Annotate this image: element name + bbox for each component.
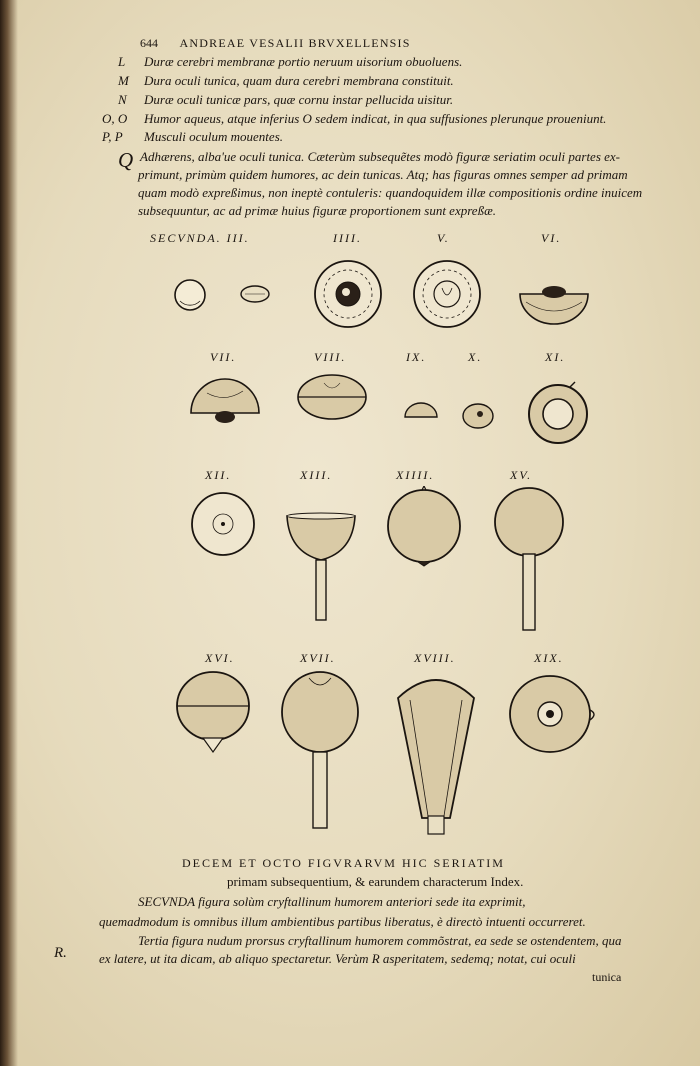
legend-key-q: Q <box>118 148 134 172</box>
legend-key: L <box>118 54 126 69</box>
figure-18-eye-with-muscles <box>388 668 484 836</box>
legend-key: M <box>118 73 129 88</box>
legend-entry-l <box>118 54 462 70</box>
legend-entry-o <box>102 111 606 127</box>
running-header <box>140 36 411 51</box>
body-line-3: Tertia figura nudum prorsus cryftallinum humorem commõstrat, ea sede se ostendentem, qua <box>138 933 622 948</box>
legend-text: Musculi oculum mouentes. <box>144 129 284 144</box>
margin-key-r: R. <box>54 945 67 961</box>
legend-entry-p <box>102 129 283 145</box>
figure-label-12: XII. <box>205 468 232 482</box>
legend-key: O, O <box>102 111 128 126</box>
figure-label-10: X. <box>468 350 483 364</box>
q-line-2: primunt, primùm quidem humores, ac dein tunicas. Atq; has figuras omnes semper ad primam <box>138 167 628 182</box>
legend-entry-n <box>118 92 453 108</box>
legend-text: Dura oculi tunica, quam dura cerebri membrana constituit. <box>144 73 454 88</box>
figure-8-sphere-split <box>294 373 370 421</box>
legend-entry-m <box>118 73 454 89</box>
figure-2-crystalline-front <box>170 275 210 315</box>
figure-label-15: XV. <box>510 468 533 482</box>
figure-14-globe <box>384 486 464 568</box>
figure-label-19: XIX. <box>534 651 564 665</box>
figure-11-ring <box>525 379 591 447</box>
body-line-2: quemadmodum is omnibus illum ambientibus partibus liberatus, è directò intuenti occurreret. <box>99 914 586 929</box>
body-line-4: ex latere, ut ita dicam, ab aliquo spectaretur. Verùm R asperitatem, sedemq; notat, cui oculi <box>99 951 576 966</box>
legend-text: Duræ cerebri membranæ portio neruum uisorium obuoluens. <box>144 54 463 69</box>
legend-key: N <box>118 92 127 107</box>
figure-3-crystalline-side <box>237 283 273 305</box>
figure-label-14: XIIII. <box>396 468 435 482</box>
legend-text: Duræ oculi tunicæ pars, quæ cornu instar pellucida uisitur. <box>144 92 454 107</box>
body-line-1: SECVNDA figura solùm cryftallinum humorem anteriori sede ita exprimit, <box>138 894 526 909</box>
q-line-1: Adhærens, alba'ue oculi tunica. Cæterùm subsequẽtes modò figuræ seriatim oculi partes ex- <box>140 149 621 164</box>
figure-index-title: DECEM ET OCTO FIGVRARVM HIC SERIATIM <box>182 856 505 870</box>
figure-10-small-sphere <box>460 401 496 431</box>
figure-label-17: XVII. <box>300 651 336 665</box>
figure-label-2-3: SECVNDA. III. <box>150 231 250 245</box>
figure-label-18: XVIII. <box>414 651 456 665</box>
figure-7-hemisphere-top <box>187 373 263 427</box>
figure-9-small-dome <box>401 399 441 421</box>
figure-index-subtitle: primam subsequentium, & earundem characterum Index. <box>227 874 524 889</box>
legend-text: Humor aqueus, atque inferius O sedem indicat, in qua suffusiones plerunque proueniunt. <box>144 111 607 126</box>
legend-key: P, P <box>102 129 123 144</box>
figure-label-8: VIII. <box>314 350 347 364</box>
q-line-4: subsequuntur, ac ad primæ huius figuræ proportionem sunt expreßæ. <box>138 203 496 218</box>
figure-17-eye-on-nerve <box>279 668 361 832</box>
figure-label-11: XI. <box>545 350 566 364</box>
figure-15-globe-on-stalk <box>491 486 567 636</box>
figure-4-eye-disc <box>312 258 384 330</box>
figure-19-eyeball-front <box>506 672 602 758</box>
figure-label-5: V. <box>437 231 450 245</box>
figure-6-hemisphere <box>516 280 592 330</box>
figure-label-13: XIII. <box>300 468 333 482</box>
page-number: 644 <box>140 36 158 50</box>
figure-label-16: XVI. <box>205 651 235 665</box>
running-title: ANDREAE VESALII BRVXELLENSIS <box>179 36 411 50</box>
figure-5-eye-disc <box>411 258 483 330</box>
figure-label-9: IX. <box>406 350 427 364</box>
catchword: tunica <box>592 970 622 984</box>
q-line-3: quam modò expreßimus, non ineptè contuleris: quandoquidem illæ compositionis ordine inuicem <box>138 185 643 200</box>
figure-13-cup-on-stalk <box>283 512 359 624</box>
figure-12-disc <box>187 491 259 557</box>
figure-label-4: IIII. <box>333 231 362 245</box>
figure-16-eye-split <box>173 668 253 756</box>
figure-label-7: VII. <box>210 350 237 364</box>
figure-label-6: VI. <box>541 231 562 245</box>
